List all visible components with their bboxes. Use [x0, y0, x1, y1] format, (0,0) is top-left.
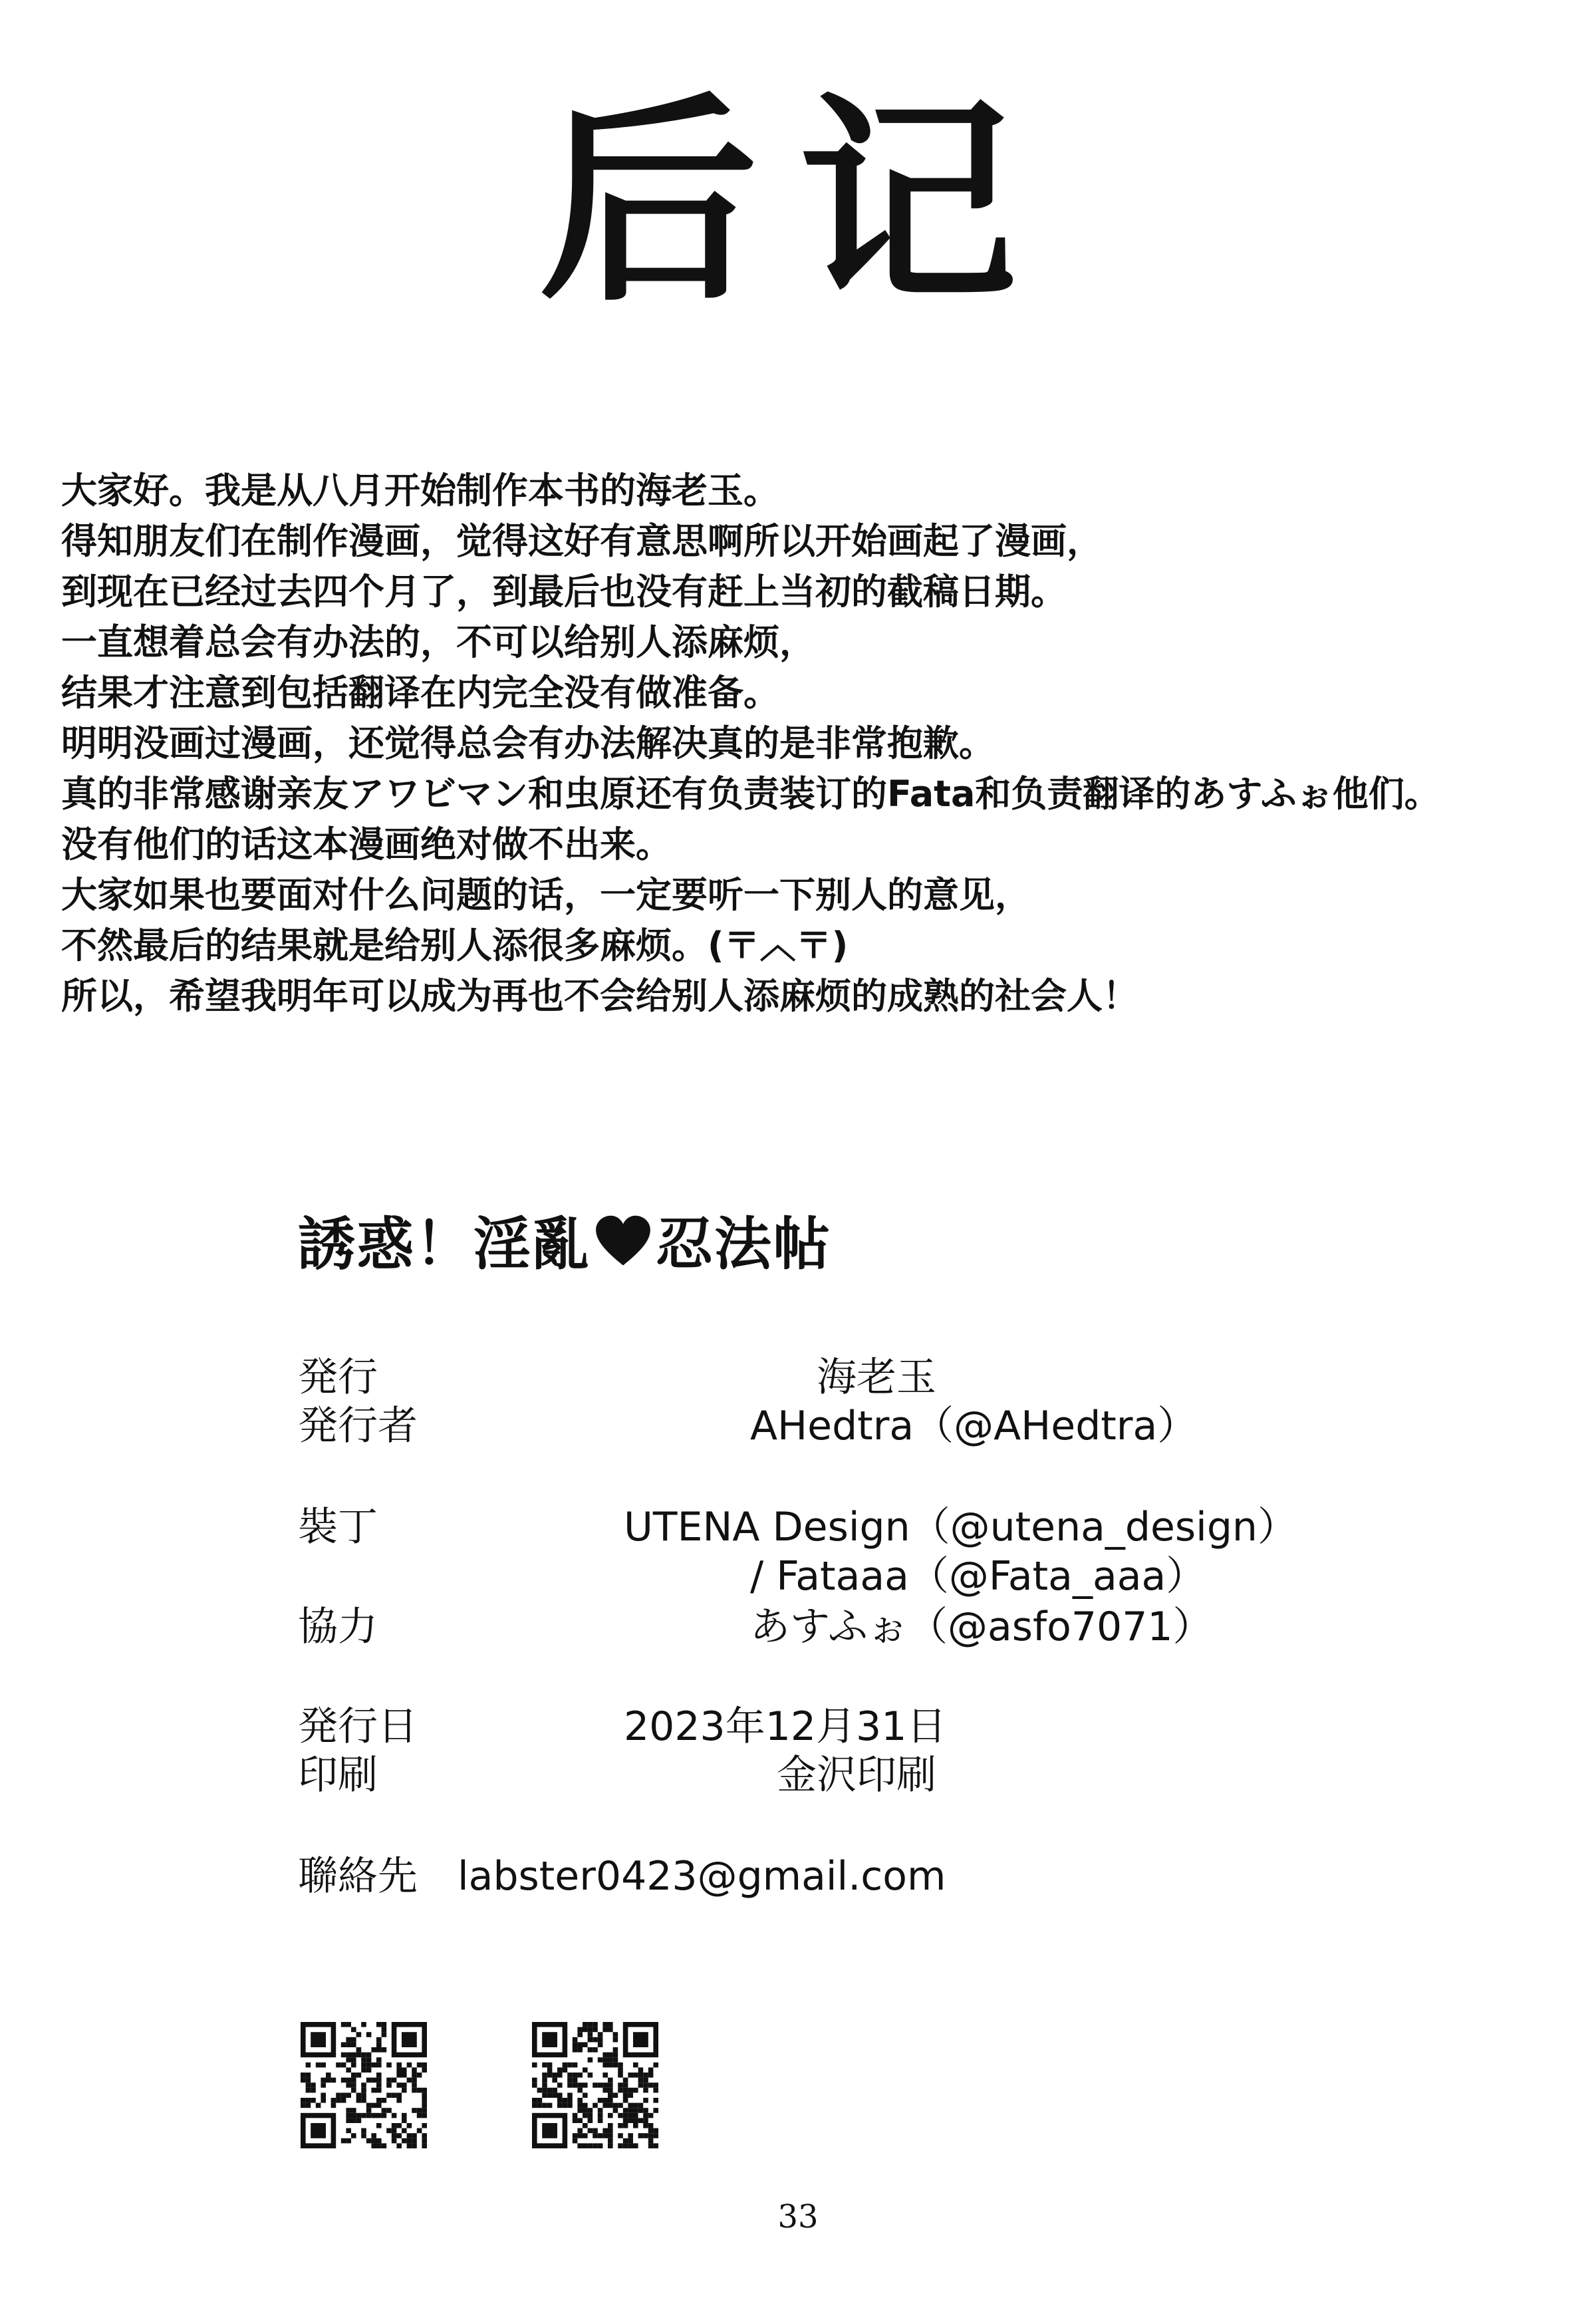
colophon-binding [298, 1503, 1295, 1603]
printing-label: 印刷 [298, 1752, 378, 1798]
printing-value: 金沢印刷 [777, 1752, 936, 1798]
paragraph-line: 明明没画过漫画，还觉得总会有办法解决真的是非常抱歉。 [61, 722, 995, 764]
book-title [298, 1211, 831, 1278]
afterword-heading: 后记 [539, 75, 1057, 331]
colophon-cooperation [298, 1603, 1229, 1651]
qr-code [532, 2022, 658, 2148]
paragraph-line: 所以，希望我明年可以成为再也不会给别人添麻烦的成熟的社会人！ [61, 975, 1138, 1017]
paragraph-line: 大家好。我是从八月开始制作本书的海老玉。 [61, 470, 779, 511]
cooperation-value: あすふぉ（@asfo7071） [750, 1604, 1213, 1650]
colophon-contact [298, 1852, 1029, 1900]
paragraph-line: 没有他们的话这本漫画绝对做不出来。 [61, 823, 672, 865]
publisher-value: 海老玉 [817, 1354, 936, 1401]
paragraph-line: 得知朋友们在制作漫画，觉得这好有意思啊所以开始画起了漫画， [61, 520, 1103, 562]
binding-value-2: / Fataaa（@Fata_aaa） [750, 1553, 1206, 1600]
binding-value-1: UTENA Design（@utena_design） [624, 1504, 1297, 1550]
colophon-printing [298, 1751, 936, 1799]
book-title-part2: 忍法帖 [656, 1211, 831, 1278]
paragraph-line: 大家如果也要面对什么问题的话，一定要听一下别人的意见， [61, 874, 1031, 916]
binding-label: 裝丁 [298, 1504, 378, 1550]
qr-code [301, 2022, 427, 2148]
issuer-value: AHedtra（@AHedtra） [750, 1403, 1198, 1449]
paragraph-line: 到现在已经过去四个月了，到最后也没有赶上当初的截稿日期。 [61, 571, 1067, 613]
contact-label: 聯絡先 [298, 1853, 418, 1900]
page-number: 33 [777, 2198, 819, 2235]
afterword-body [61, 466, 1557, 1022]
heart-icon [593, 1215, 653, 1268]
paragraph-line: 不然最后的结果就是给别人添很多麻烦。(〒︿〒) [61, 925, 849, 966]
paragraph-line: 一直想着总会有办法的，不可以给别人添麻烦， [61, 621, 815, 663]
issuer-label: 発行者 [298, 1403, 418, 1449]
contact-value: labster0423@gmail.com [458, 1853, 946, 1900]
book-title-part1: 誘惑！淫亂 [298, 1211, 591, 1278]
publisher-label: 発行 [298, 1354, 378, 1401]
date-label: 発行日 [298, 1703, 418, 1750]
paragraph-line: 真的非常感谢亲友アワビマン和虫原还有负责装订的Fata和负责翻译的あすふぉ他们。 [61, 773, 1440, 815]
date-value: 2023年12月31日 [624, 1703, 947, 1750]
paragraph-line: 结果才注意到包括翻译在内完全没有做准备。 [61, 672, 779, 714]
cooperation-label: 協力 [298, 1604, 378, 1650]
colophon-publisher [298, 1354, 936, 1401]
colophon-issuer [298, 1402, 1229, 1450]
colophon-date [298, 1703, 963, 1751]
